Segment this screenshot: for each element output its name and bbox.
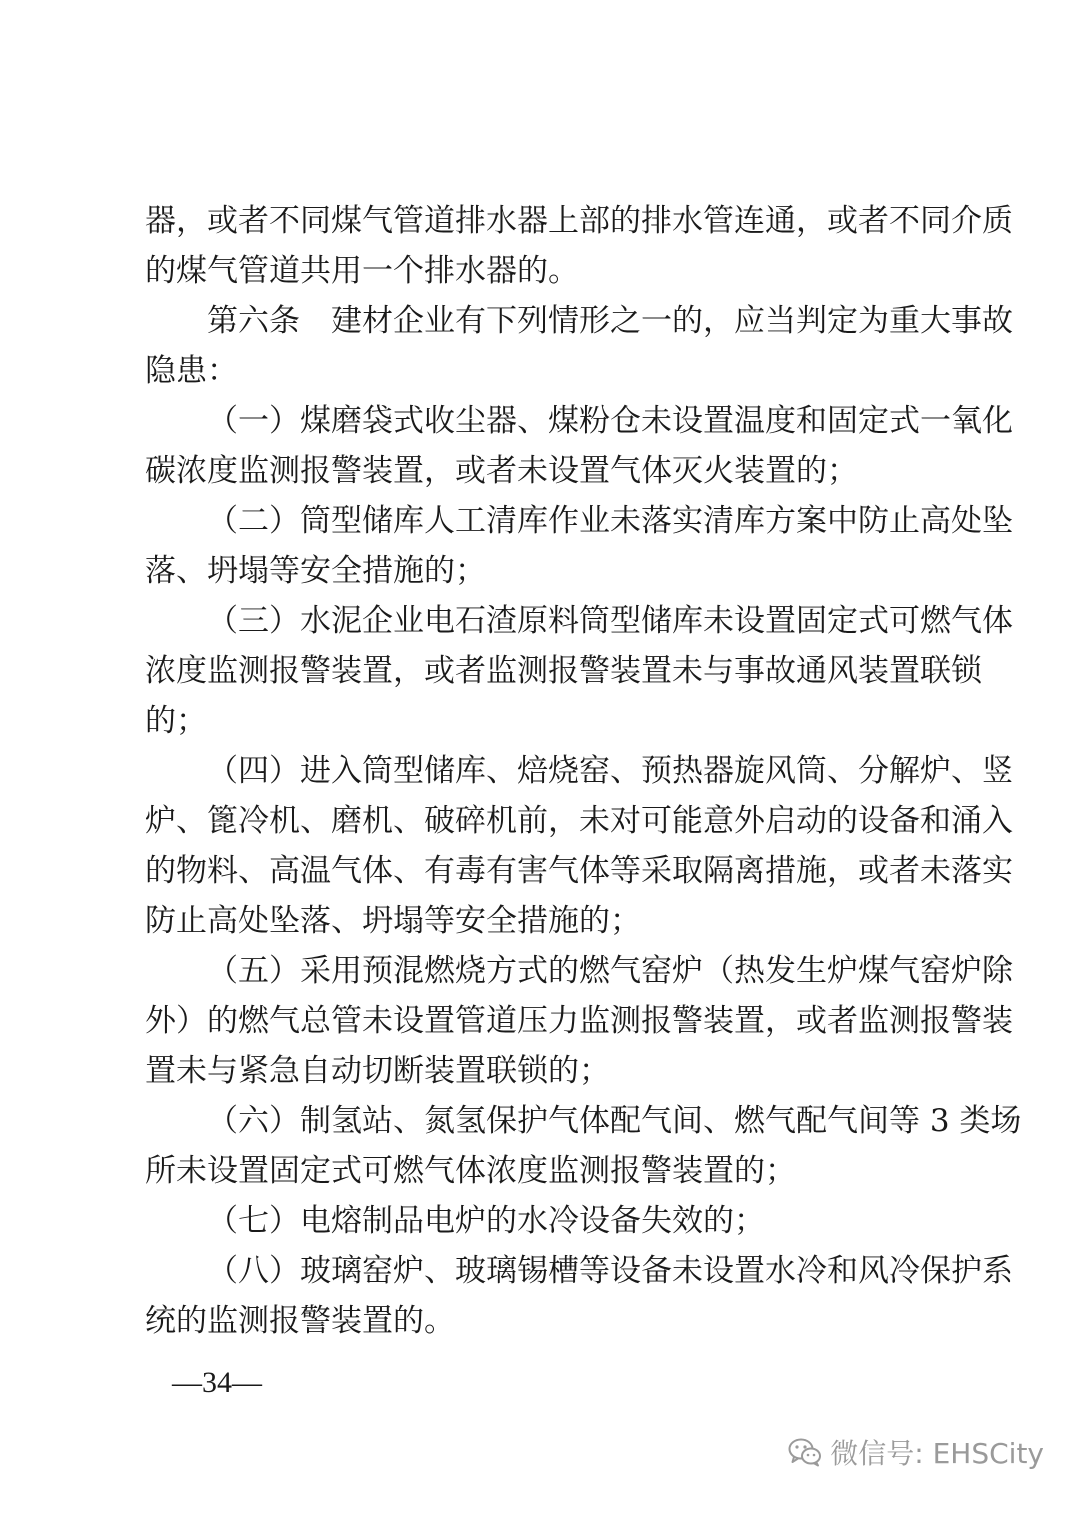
text-line: 浓度监测报警装置，或者监测报警装置未与事故通风装置联锁 — [145, 653, 982, 689]
text-line: 置未与紧急自动切断装置联锁的； — [145, 1053, 610, 1089]
text-line: 落、坍塌等安全措施的； — [145, 553, 486, 589]
watermark — [788, 1432, 1044, 1472]
text-line: 统的监测报警装置的。 — [145, 1303, 455, 1339]
text-line: （二）筒型储库人工清库作业未落实清库方案中防止高处坠 — [207, 503, 1013, 539]
text-line: 的物料、高温气体、有毒有害气体等采取隔离措施，或者未落实 — [145, 853, 1013, 889]
text-line: 外）的燃气总管未设置管道压力监测报警装置，或者监测报警装 — [145, 1003, 1013, 1039]
text-line: （四）进入筒型储库、焙烧窑、预热器旋风筒、分解炉、竖 — [207, 753, 1013, 789]
text-line: （一）煤磨袋式收尘器、煤粉仓未设置温度和固定式一氧化 — [207, 403, 1013, 439]
page-number: —34— — [172, 1366, 262, 1399]
text-line: 第六条 建材企业有下列情形之一的，应当判定为重大事故 — [207, 303, 1013, 339]
watermark-text: 微信号: EHSCity — [830, 1437, 1044, 1470]
text-line: 所未设置固定式可燃气体浓度监测报警装置的； — [145, 1153, 796, 1189]
text-line: 炉、篦冷机、磨机、破碎机前，未对可能意外启动的设备和涌入 — [145, 803, 1013, 839]
text-line: 器，或者不同煤气管道排水器上部的排水管连通，或者不同介质 — [145, 203, 1013, 239]
text-line: 碳浓度监测报警装置，或者未设置气体灭火装置的； — [145, 453, 858, 489]
text-line: 防止高处坠落、坍塌等安全措施的； — [145, 903, 641, 939]
wechat-icon — [788, 1437, 822, 1467]
text-line: （七）电熔制品电炉的水冷设备失效的； — [207, 1203, 765, 1239]
text-line: （六）制氢站、氮氢保护气体配气间、燃气配气间等 3 类场 — [207, 1103, 1022, 1139]
text-line: 隐患： — [145, 353, 238, 389]
document-body — [145, 196, 1022, 1346]
text-line: （三）水泥企业电石渣原料筒型储库未设置固定式可燃气体 — [207, 603, 1013, 639]
text-line: 的； — [145, 703, 207, 739]
text-line: （五）采用预混燃烧方式的燃气窑炉（热发生炉煤气窑炉除 — [207, 953, 1013, 989]
text-line: 的煤气管道共用一个排水器的。 — [145, 253, 579, 289]
text-line: （八）玻璃窑炉、玻璃锡槽等设备未设置水冷和风冷保护系 — [207, 1253, 1013, 1289]
